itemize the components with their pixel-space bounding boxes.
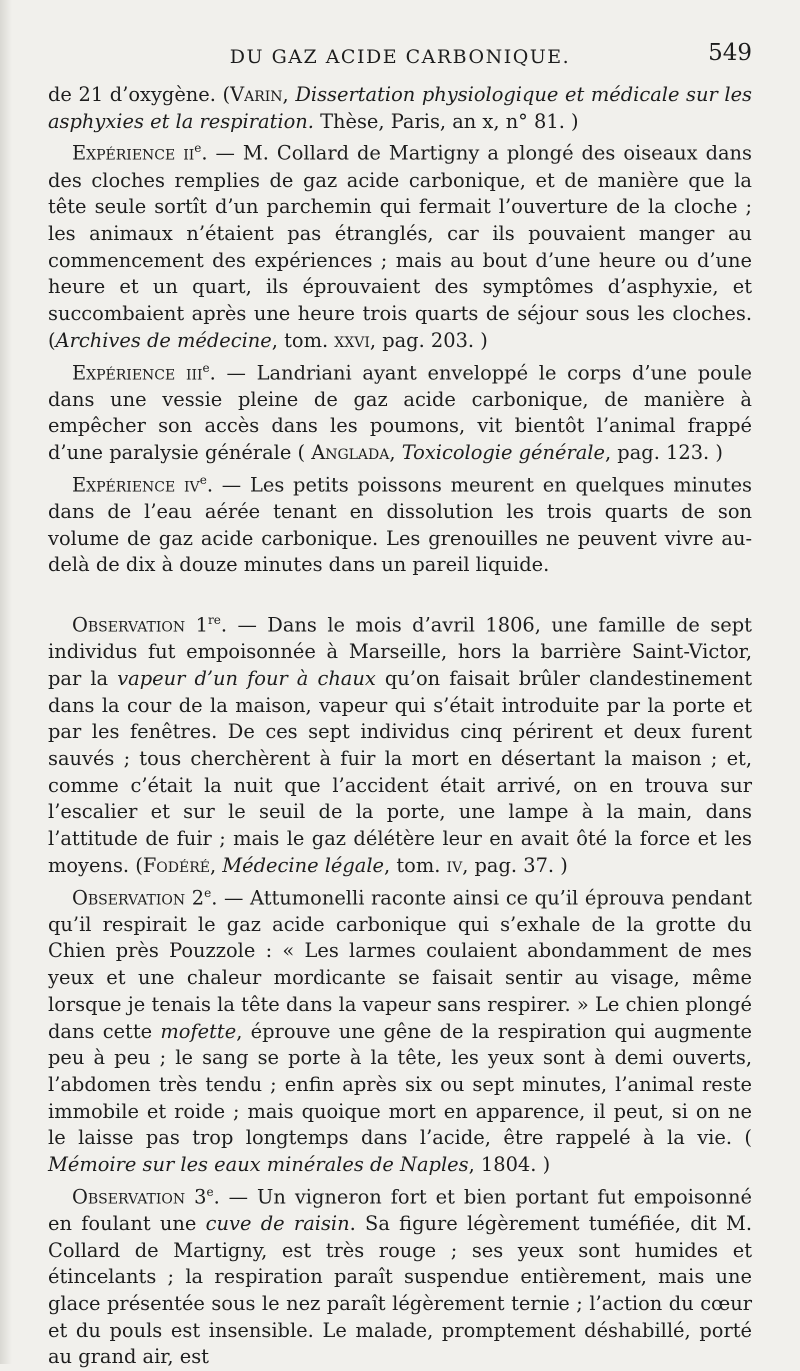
small-caps-text: iv [446,853,463,877]
paragraph-exp4 [48,467,752,579]
italic-citation: vapeur d’un four à chaux [117,666,376,690]
paragraph-exp2 [48,135,752,354]
small-caps-text: Expérience ii [72,141,195,165]
small-caps-text: Varin [230,83,283,106]
ordinal-suffix: e [199,472,207,487]
paragraph-obs1 [48,607,752,880]
text-run: . — Landriani ayant enveloppé le corps d’une poule dans une vessie pleine de gaz acide carbonique, de manière à empêcher son accès dans les poumons, vit bientôt l’animal frappé d’une paralysie générale ( [48,360,752,465]
text-run: Thèse, Paris, an x, n° 81. ) [313,109,579,133]
text-run: . — M. Collard de Martigny a plongé des oiseaux dans des cloches remplies de gaz acide carbonique, et de manière que la tête seule sortît d’un parchemin qui fermait l’ouverture de la cloche ; les animaux n’étaient pas étranglés, car ils pouvaient manger au commencement des expériences ; mais au bout d’une heure ou d’une heure et un quart, ils éprouvaient des symptômes d’asphyxie, et succombaient après une heure trois quarts de séjour sous les cloches. ( [48,141,752,352]
paragraph-exp3 [48,355,752,467]
paragraph-p1 [48,82,752,135]
italic-citation: mofette [160,1019,237,1043]
page-number: 549 [708,40,752,66]
running-header [48,40,752,72]
small-caps-text: Observation [72,886,186,910]
italic-citation: Archives de médecine [55,328,272,352]
text-run: , pag. 123. ) [604,441,723,465]
small-caps-text: Observation [72,1185,186,1209]
page-edge-shadow [0,0,12,1364]
italic-citation: Dissertation physiologique et médicale sur les asphyxies et la respiration. [48,83,752,133]
text-run: . — Les petits poissons meurent en quelques minutes dans de l’eau aérée tenant en dissolution les trois quarts de son volume de gaz acide carbonique. Les grenouilles ne peuvent vivre au-delà de dix à douze minutes dans un pareil liquide. [48,473,753,577]
small-caps-text: Observation [72,613,186,637]
text-run: 2 [185,886,205,910]
text-run: de 21 d’oxygène. ( [48,83,231,106]
text-run: , tom. [271,328,335,352]
paragraph-obs2 [48,880,752,1179]
ordinal-suffix: re [207,613,221,628]
text-run: 1 [185,613,208,637]
running-title: DU GAZ ACIDE CARBONIQUE. [229,46,571,68]
small-caps-text: Expérience iii [72,360,203,384]
small-caps-text: Anglada [311,441,390,465]
ordinal-suffix: e [194,141,202,156]
text-run: , pag. 203. ) [369,328,488,352]
text-run: . — Attumonelli raconte ainsi ce qu’il éprouva pendant qu’il respirait le gaz acide carbonique qui s’exhale de la grotte du Chien près Pouzzole : « Les larmes coulaient abondamment de mes yeux et une chaleur mordicante se faisait sentir au visage, même lorsque je tenais la tête dans la vapeur sans respirer. » Le chien plongé dans cette [48,886,752,1043]
text-run: , [389,441,402,465]
text-run: , [209,853,223,877]
text-run: 3 [185,1185,207,1209]
small-caps-text: xxvi [334,328,370,352]
text-run: , [282,83,296,106]
ordinal-suffix: e [202,360,210,375]
page-body [48,82,752,1371]
small-caps-text: Expérience iv [72,473,200,497]
ordinal-suffix: e [206,1184,214,1199]
italic-citation: Mémoire sur les eaux minérales de Naples [48,1153,469,1177]
italic-citation: cuve de raisin [205,1211,350,1235]
ordinal-suffix: e [204,885,212,900]
text-run: qu’on faisait brûler clandestinement dans la cour de la maison, vapeur qui s’était introduite par la porte et par les fenêtres. De ces sept individus cinq périrent et deux furent sauvés ; tous cherchèrent à fuir la mort en désertant la maison ; et, comme c’était la nuit que l’accident était arrivé, on en trouva sur l’escalier et sur le seuil de la porte, une lampe à la main, dans l’attitude de fuir ; mais le gaz délétère leur en avait ôté la force et les moyens. ( [48,666,753,877]
text-run: . — Un vigneron fort et bien portant fut empoisonné en foulant une [48,1185,752,1235]
text-run: . — Dans le mois d’avril 1806, une famille de sept individus fut empoisonnée à Marseille, hors la barrière Saint-Victor, par la [48,613,752,690]
section-gap [48,579,752,607]
text-run: , tom. [384,853,447,877]
small-caps-text: Fodéré [142,853,210,877]
text-run: , 1804. ) [468,1153,551,1177]
italic-citation: Toxicologie générale [401,441,605,465]
paragraph-obs3 [48,1179,752,1371]
italic-citation: Médecine légale [222,853,385,877]
text-run: , éprouve une gêne de la respiration qui augmente peu à peu ; le sang se porte à la tête, les yeux sont à demi ouverts, l’abdomen très tendu ; enfin après six ou sept minutes, l’animal reste immobile et roide ; mais quoique mort en apparence, il peut, si on ne le laisse pas trop longtemps dans l’acide, être rappelé à la vie. ( [48,1019,752,1150]
text-run: , pag. 37. ) [462,853,568,877]
text-run: . Sa figure légèrement tuméfiée, dit M. Collard de Martigny, est très rouge ; ses yeux sont humides et étincelants ; la respiration paraît suspendue entièrement, mais une glace présentée sous le nez paraît légèrement ternie ; l’action du cœur et du pouls est insensible. Le malade, promptement déshabillé, porté au grand air, est [48,1211,752,1369]
